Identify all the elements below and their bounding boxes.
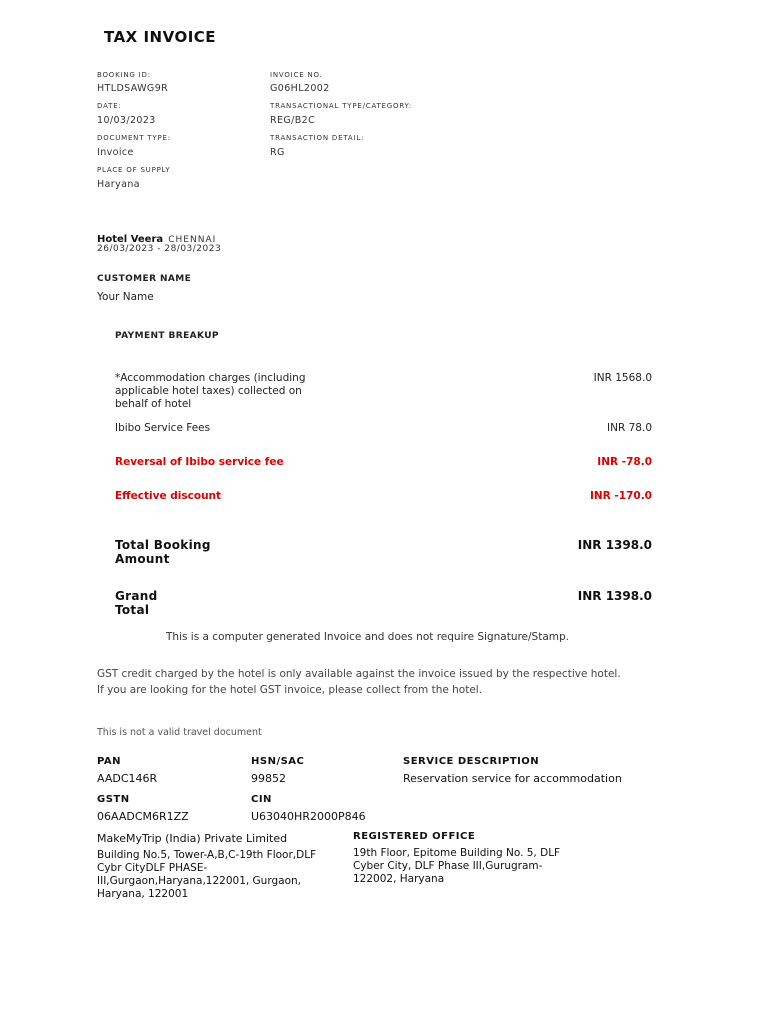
total-booking-amount: INR 1398.0 xyxy=(577,538,652,552)
registered-office-label: REGISTERED OFFICE xyxy=(353,831,476,842)
grand-total-label: Grand Total xyxy=(115,589,158,617)
accommodation-charges-label: *Accommodation charges (including applicable hotel taxes) collected on behalf of hotel xyxy=(115,372,306,410)
place-of-supply-value: Haryana xyxy=(97,179,140,190)
invoice-no-label: INVOICE NO. xyxy=(270,71,323,79)
accommodation-charges-amount: INR 1568.0 xyxy=(593,372,652,384)
date-label: DATE: xyxy=(97,102,122,110)
transaction-detail-label: TRANSACTION DETAIL: xyxy=(270,134,365,142)
hsn-label: HSN/SAC xyxy=(251,756,305,767)
service-fee-amount: INR 78.0 xyxy=(607,422,652,434)
customer-name-label: CUSTOMER NAME xyxy=(97,274,192,284)
date-value: 10/03/2023 xyxy=(97,115,156,126)
hsn-value: 99852 xyxy=(251,772,286,785)
invoice-no-value: G06HL2002 xyxy=(270,83,330,94)
customer-name-value: Your Name xyxy=(97,291,154,303)
booking-id-label: BOOKING ID: xyxy=(97,71,151,79)
reversal-fee-label: Reversal of Ibibo service fee xyxy=(115,456,284,468)
service-fee-label: Ibibo Service Fees xyxy=(115,422,211,434)
pan-value: AADC146R xyxy=(97,772,158,785)
registered-office-address: 19th Floor, Epitome Building No. 5, DLF Cyber City, DLF Phase III,Gurugram-122002, Haryana xyxy=(353,847,561,885)
stay-dates: 26/03/2023 - 28/03/2023 xyxy=(97,244,222,254)
gstn-label: GSTN xyxy=(97,794,130,805)
reversal-fee-amount: INR -78.0 xyxy=(597,456,652,468)
booking-id-value: HTLDSAWG9R xyxy=(97,83,169,94)
computer-generated-note: This is a computer generated Invoice and does not require Signature/Stamp. xyxy=(166,631,570,643)
company-address: Building No.5, Tower-A,B,C-19th Floor,DLF Cybr CityDLF PHASE-III,Gurgaon,Haryana,122001, Gurgaon, Haryana, 122001 xyxy=(97,849,317,900)
hotel-city: CHENNAI xyxy=(168,235,217,245)
not-valid-note: This is not a valid travel document xyxy=(97,727,262,738)
pan-label: PAN xyxy=(97,756,122,767)
service-description-value: Reservation service for accommodation xyxy=(403,772,622,785)
grand-total-amount: INR 1398.0 xyxy=(577,589,652,603)
cin-value: U63040HR2000P846 xyxy=(251,810,366,823)
document-type-value: Invoice xyxy=(97,147,134,158)
document-type-label: DOCUMENT TYPE: xyxy=(97,134,171,142)
transaction-type-value: REG/B2C xyxy=(270,115,316,126)
transaction-detail-value: RG xyxy=(270,147,285,158)
total-booking-label: Total Booking Amount xyxy=(115,538,211,566)
transaction-type-label: TRANSACTIONAL TYPE/CATEGORY: xyxy=(270,102,412,110)
payment-breakup-heading: PAYMENT BREAKUP xyxy=(115,331,219,341)
gst-note-line1: GST credit charged by the hotel is only available against the invoice issued by the respective hotel. xyxy=(97,668,621,680)
gst-note-line2: If you are looking for the hotel GST invoice, please collect from the hotel. xyxy=(97,684,483,696)
place-of-supply-label: PLACE OF SUPPLY xyxy=(97,166,171,174)
effective-discount-label: Effective discount xyxy=(115,490,222,502)
page-title: TAX INVOICE xyxy=(104,28,217,46)
effective-discount-amount: INR -170.0 xyxy=(589,490,652,502)
company-name: MakeMyTrip (India) Private Limited xyxy=(97,832,288,845)
gstn-value: 06AADCM6R1ZZ xyxy=(97,810,189,823)
hotel-name: Hotel Veera xyxy=(97,234,164,245)
service-description-label: SERVICE DESCRIPTION xyxy=(403,756,540,767)
cin-label: CIN xyxy=(251,794,272,805)
